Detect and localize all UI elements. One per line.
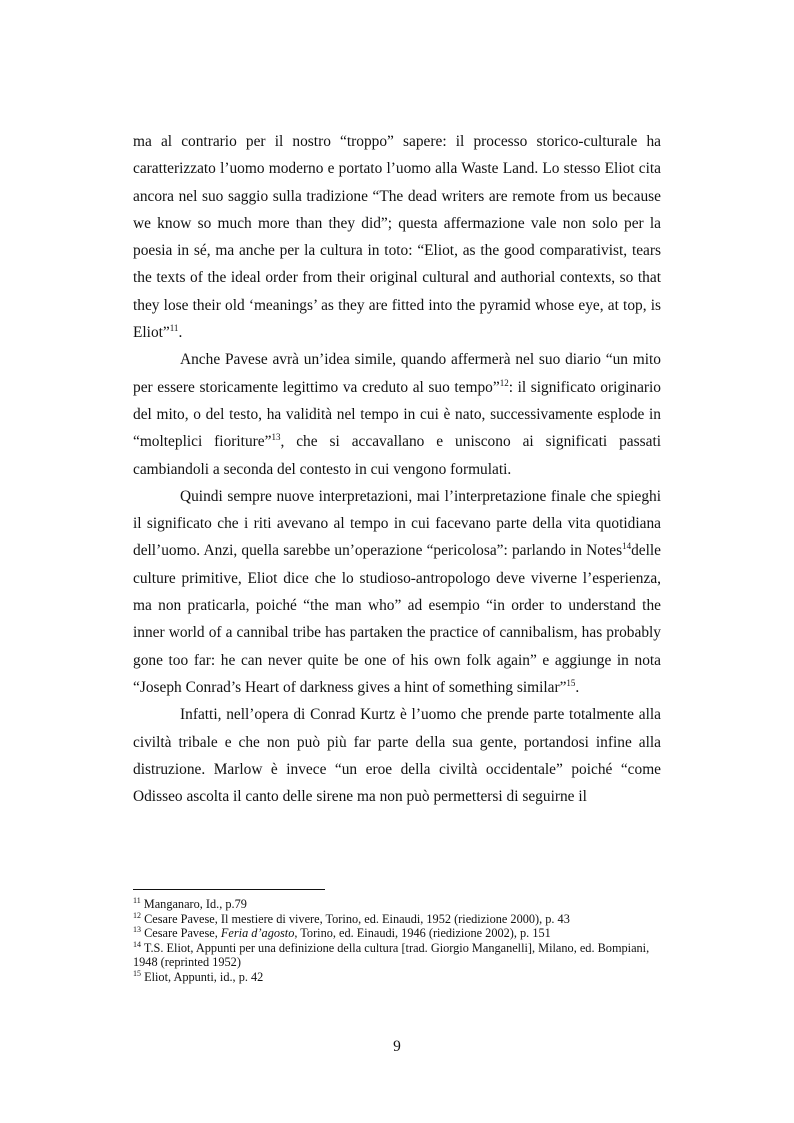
- footnote-12: [133, 912, 661, 927]
- footnote-separator: [133, 889, 325, 890]
- paragraph-1: [133, 128, 661, 346]
- paragraph-4: [133, 701, 661, 810]
- body-text: [133, 128, 661, 810]
- paragraph-text: : il significato originario del mito, o del testo, ha validità nel tempo in cui è nato, successivamente esplode in “molteplici fioriture”: [133, 378, 662, 451]
- paragraph-text: .: [575, 678, 580, 696]
- paragraph-3: [133, 483, 661, 701]
- footnote-ref: 11: [169, 322, 179, 333]
- paragraph-2: [133, 346, 661, 482]
- footnote-ref: 14: [622, 541, 632, 552]
- paragraph-text: ma al contrario per il nostro “troppo” sapere: il processo storico-culturale ha caratterizzato l’uomo moderno e portato l’uomo alla Waste Land. Lo stesso Eliot cita ancora nel suo saggio sulla tradizione “The dead writers are remote from us because we know so much more than they did”; questa affermazione vale non solo per la poesia in sé, ma anche per la cultura in toto: “Eliot, as the good comparativist, tears the texts of the ideal order from their original cultural and authorial contexts, so that they lose their old ‘meanings’ as they are fitted into the pyramid whose eye, at top, is Eliot”: [133, 133, 661, 342]
- paragraph-text: , che si accavallano e uniscono ai significati passati cambiandoli a seconda del contesto in cui vengono formulati.: [133, 433, 661, 478]
- paragraph-text: Anche Pavese avrà un’idea simile, quando affermerà nel suo diario “un mito per essere storicamente legittimo va creduto al suo tempo”: [133, 351, 661, 396]
- paragraph-text: .: [178, 324, 183, 342]
- footnote-13: [133, 926, 661, 941]
- footnote-number: 14: [133, 939, 141, 949]
- footnote-text: , Torino, ed. Einaudi, 1946 (riedizione 2002), p. 151: [294, 926, 551, 941]
- footnote-text: Manganaro, Id., p.79: [143, 897, 247, 911]
- footnote-number: 15: [133, 968, 141, 978]
- footnote-11: [133, 897, 661, 912]
- footnote-title: Feria d’agosto: [220, 926, 295, 941]
- footnote-ref: 15: [566, 677, 576, 688]
- footnote-15: [133, 970, 661, 985]
- footnotes: [133, 897, 661, 985]
- footnote-number: 11: [133, 895, 141, 905]
- footnote-text: Cesare Pavese, Il mestiere di vivere, Torino, ed. Einaudi, 1952 (riedizione 2000), p. 43: [144, 911, 570, 926]
- footnote-text: Eliot, Appunti, id., p. 42: [144, 969, 264, 984]
- footnote-14: [133, 941, 661, 970]
- footnote-text: T.S. Eliot, Appunti per una definizione della cultura [trad. Giorgio Manganelli], Milano, ed. Bompiani, 1948 (reprinted 1952): [133, 940, 650, 970]
- footnote-ref: 13: [271, 432, 281, 443]
- paragraph-text: Infatti, nell’opera di Conrad Kurtz è l’uomo che prende parte totalmente alla civiltà tribale e che non può più far parte della sua gente, portandosi infine alla distruzione. Marlow è invece “un eroe della civiltà occidentale” poiché “come Odisseo ascolta il canto delle sirene ma non può permettersi di seguirne il: [133, 706, 661, 806]
- footnote-number: 13: [133, 925, 141, 935]
- footnote-number: 12: [133, 910, 141, 920]
- footnote-ref: 12: [499, 377, 509, 388]
- footnote-text: Cesare Pavese,: [144, 926, 221, 941]
- page-number: 9: [393, 1038, 401, 1055]
- paragraph-text: Quindi sempre nuove interpretazioni, mai l’interpretazione finale che spieghi il significato che i riti avevano al tempo in cui facevano parte della vita quotidiana dell’uomo. Anzi, quella sarebbe un’operazione “pericolosa”: parlando in Notes: [133, 487, 661, 560]
- paragraph-text: delle culture primitive, Eliot dice che lo studioso-antropologo deve viverne l’esperienza, ma non praticarla, poiché “the man who” ad esempio “in order to understand the inner world of a cannibal tribe has partaken the practice of cannibalism, has probably gone too far: he can never quite be one of his own folk again” e aggiunge in nota “Joseph Conrad’s Heart of darkness gives a hint of something similar”: [133, 542, 661, 696]
